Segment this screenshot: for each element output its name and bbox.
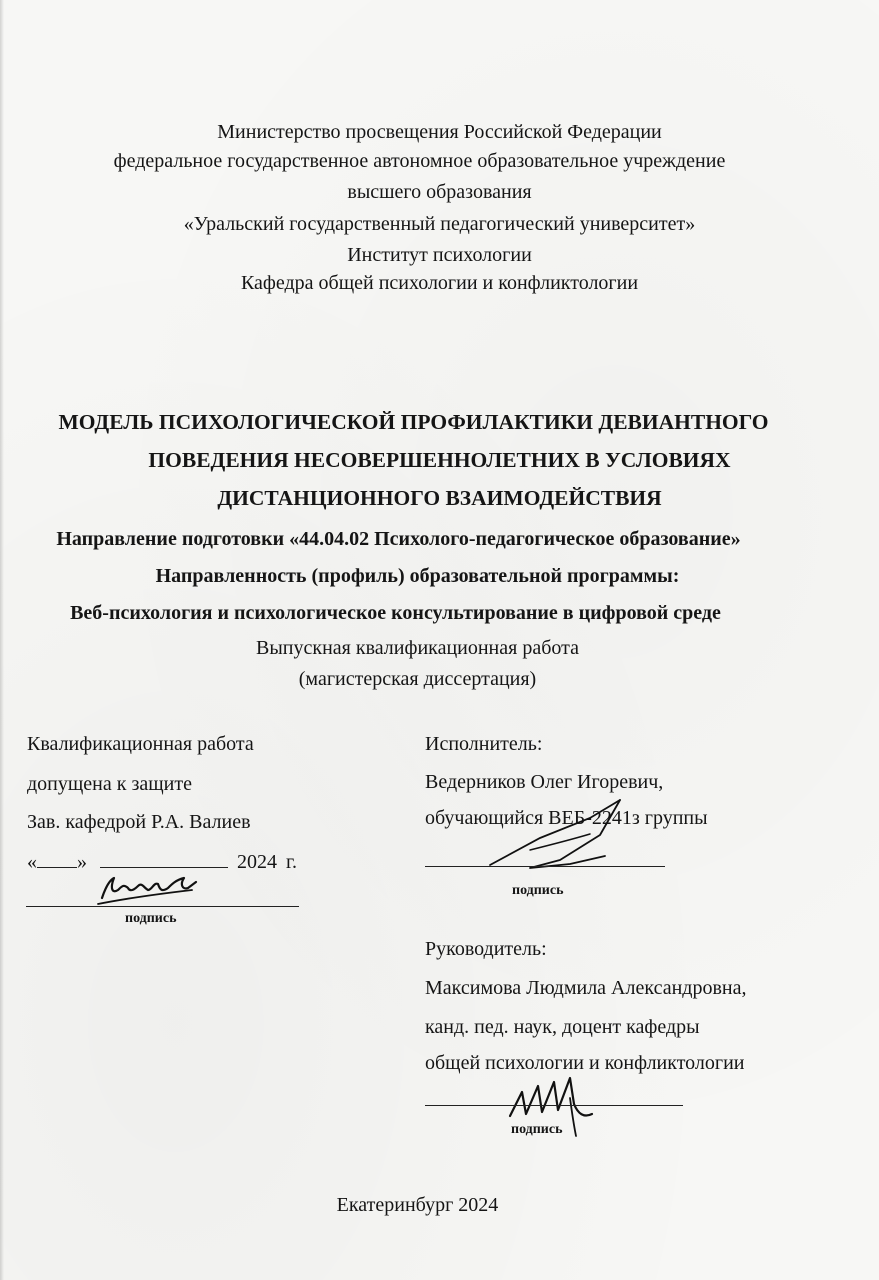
author-signature-caption: подпись: [512, 883, 564, 898]
admission-year-suffix: г.: [286, 851, 297, 873]
department-line: Кафедра общей психологии и конфликтологии: [240, 272, 639, 294]
focus-label-line: Направленность (профиль) образовательной программы:: [155, 565, 680, 587]
work-subtype-line: (магистерская диссертация): [298, 668, 537, 690]
university-line: «Уральский государственный педагогический университет»: [183, 213, 696, 235]
date-open-quote: «: [27, 851, 37, 873]
admission-line-3: Зав. кафедрой Р.А. Валиев: [27, 811, 251, 833]
institution-level-line: высшего образования: [347, 181, 532, 203]
admission-line-2: допущена к защите: [27, 773, 192, 795]
institute-line: Институт психологии: [347, 244, 532, 266]
supervisor-degree: канд. пед. наук, доцент кафедры: [425, 1016, 700, 1038]
admission-year: 2024: [237, 851, 277, 873]
work-type-line: Выпускная квалификационная работа: [256, 637, 579, 659]
title-line-1: МОДЕЛЬ ПСИХОЛОГИЧЕСКОЙ ПРОФИЛАКТИКИ ДЕВИАНТНОГО: [58, 410, 769, 434]
day-blank: [37, 849, 77, 868]
supervisor-label: Руководитель:: [425, 938, 547, 960]
head-signature-line: [26, 906, 299, 907]
city-year: Екатеринбург 2024: [336, 1194, 499, 1216]
title-line-3: ДИСТАНЦИОННОГО ВЗАИМОДЕЙСТВИЯ: [217, 486, 662, 510]
month-blank: [100, 849, 228, 868]
title-line-2: ПОВЕДЕНИЯ НЕСОВЕРШЕННОЛЕТНИХ В УСЛОВИЯХ: [148, 448, 731, 472]
supervisor-signature-caption: подпись: [511, 1122, 563, 1137]
institution-type-line: федеральное государственное автономное образовательное учреждение: [113, 150, 726, 172]
supervisor-dept: общей психологии и конфликтологии: [425, 1052, 745, 1074]
focus-value-line: Веб-психология и психологическое консультирование в цифровой среде: [70, 602, 721, 624]
direction-line: Направление подготовки «44.04.02 Психолого-педагогическое образование»: [56, 528, 741, 550]
date-close-quote: »: [77, 851, 87, 873]
author-group: обучающийся ВЕБ-2241з группы: [425, 807, 708, 829]
head-signature-caption: подпись: [125, 911, 177, 926]
supervisor-name: Максимова Людмила Александровна,: [425, 977, 747, 999]
admission-line-1: Квалификационная работа: [27, 733, 254, 755]
author-name: Ведерников Олег Игоревич,: [425, 771, 664, 793]
ministry-line: Министерство просвещения Российской Федерации: [217, 121, 662, 143]
author-signature-line: [425, 866, 665, 867]
supervisor-signature-line: [425, 1105, 683, 1106]
author-label: Исполнитель:: [425, 733, 543, 755]
